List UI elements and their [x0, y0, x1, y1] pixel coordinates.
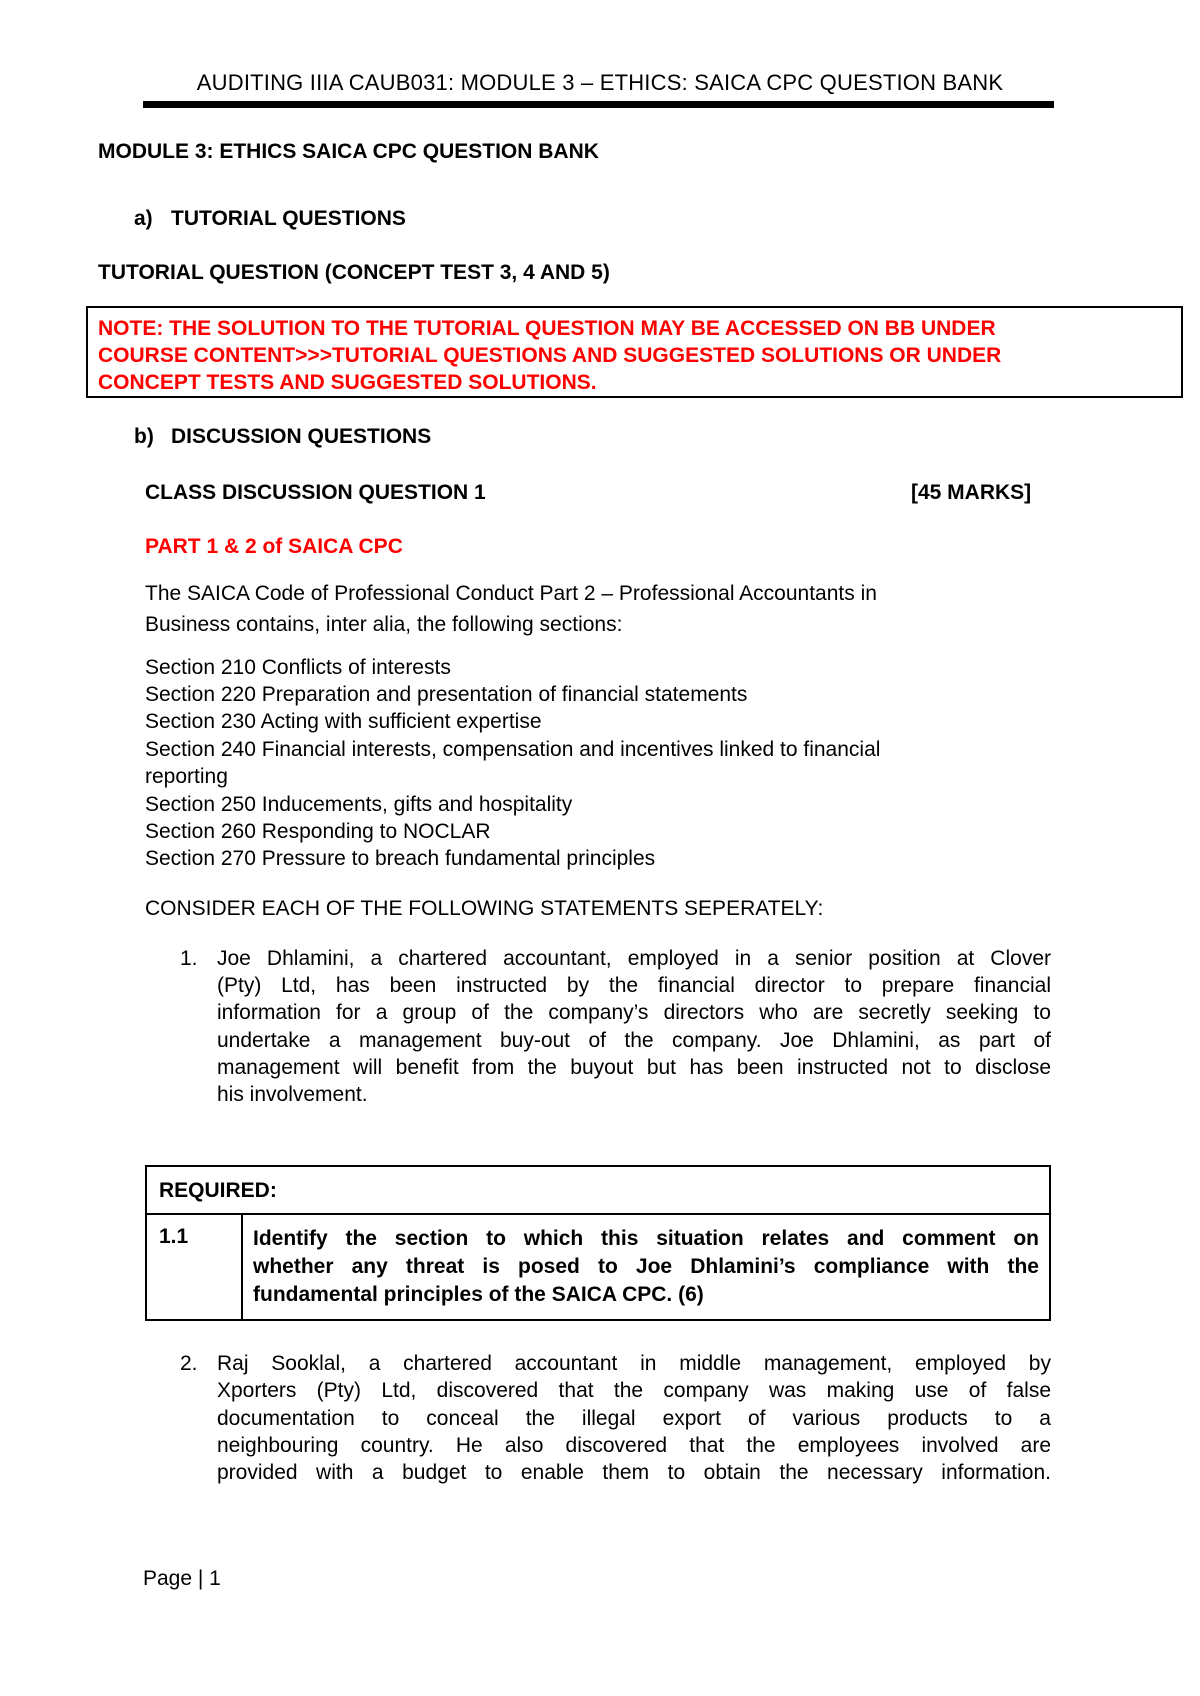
item-1-line: his involvement.	[217, 1083, 368, 1106]
item-1-number: 1.	[180, 947, 198, 970]
required-question-line: Identify the section to which this situation relates and comment on	[253, 1227, 1039, 1250]
class-question-title: CLASS DISCUSSION QUESTION 1	[145, 481, 486, 504]
section-b-title: DISCUSSION QUESTIONS	[171, 425, 432, 448]
part-heading: PART 1 & 2 of SAICA CPC	[145, 535, 403, 558]
section-list-item: Section 250 Inducements, gifts and hospitality	[145, 793, 573, 816]
item-1-line: information for a group of the company’s directors who are secretly seeking to	[217, 1001, 1051, 1024]
item-2-line: documentation to conceal the illegal export of various products to a	[217, 1407, 1051, 1430]
item-1-line: undertake a management buy-out of the company. Joe Dhlamini, as part of	[217, 1029, 1051, 1052]
note-line: COURSE CONTENT>>>TUTORIAL QUESTIONS AND SUGGESTED SOLUTIONS OR UNDER	[98, 344, 1002, 367]
section-a-label: a)	[134, 207, 153, 230]
module-title: MODULE 3: ETHICS SAICA CPC QUESTION BANK	[98, 140, 599, 163]
required-header: REQUIRED:	[146, 1166, 1050, 1214]
section-list-item: Section 270 Pressure to breach fundamental principles	[145, 847, 656, 870]
item-1-line: management will benefit from the buyout but has been instructed not to disclose	[217, 1056, 1051, 1079]
consider-instruction: CONSIDER EACH OF THE FOLLOWING STATEMENTS SEPERATELY:	[145, 897, 824, 920]
item-2-line: Raj Sooklal, a chartered accountant in middle management, employed by	[217, 1352, 1051, 1375]
class-question-marks: [45 MARKS]	[911, 481, 1032, 504]
section-list-item: Section 260 Responding to NOCLAR	[145, 820, 491, 843]
section-list-item: Section 240 Financial interests, compensation and incentives linked to financial	[145, 738, 881, 761]
page-number: Page | 1	[143, 1567, 221, 1590]
item-1-line: Joe Dhlamini, a chartered accountant, employed in a senior position at Clover	[217, 947, 1051, 970]
item-2-line: neighbouring country. He also discovered that the employees involved are	[217, 1434, 1051, 1457]
required-table	[145, 1165, 1051, 1321]
section-list-item: reporting	[145, 765, 228, 788]
intro-line: The SAICA Code of Professional Conduct Part 2 – Professional Accountants in	[145, 582, 877, 605]
required-question-line: whether any threat is posed to Joe Dhlamini’s compliance with the	[253, 1255, 1039, 1278]
note-line: NOTE: THE SOLUTION TO THE TUTORIAL QUESTION MAY BE ACCESSED ON BB UNDER	[98, 317, 996, 340]
intro-line: Business contains, inter alia, the following sections:	[145, 613, 623, 636]
section-list-item: Section 220 Preparation and presentation of financial statements	[145, 683, 748, 706]
section-b-label: b)	[134, 425, 154, 448]
header-divider	[143, 101, 1054, 108]
section-list-item: Section 210 Conflicts of interests	[145, 656, 451, 679]
required-question-text	[242, 1214, 1050, 1320]
page-header-title: AUDITING IIIA CAUB031: MODULE 3 – ETHICS: SAICA CPC QUESTION BANK	[196, 70, 1004, 95]
item-2-line: provided with a budget to enable them to obtain the necessary information.	[217, 1461, 1051, 1484]
note-line: CONCEPT TESTS AND SUGGESTED SOLUTIONS.	[98, 371, 597, 394]
required-question-line: fundamental principles of the SAICA CPC. (6)	[253, 1283, 704, 1306]
section-a-title: TUTORIAL QUESTIONS	[171, 207, 406, 230]
item-2-number: 2.	[180, 1352, 198, 1375]
required-question-number: 1.1	[146, 1214, 242, 1320]
item-2-line: Xporters (Pty) Ltd, discovered that the company was making use of false	[217, 1379, 1051, 1402]
item-1-line: (Pty) Ltd, has been instructed by the financial director to prepare financial	[217, 974, 1051, 997]
tutorial-question-title: TUTORIAL QUESTION (CONCEPT TEST 3, 4 AND 5)	[98, 261, 610, 284]
section-list-item: Section 230 Acting with sufficient expertise	[145, 710, 542, 733]
